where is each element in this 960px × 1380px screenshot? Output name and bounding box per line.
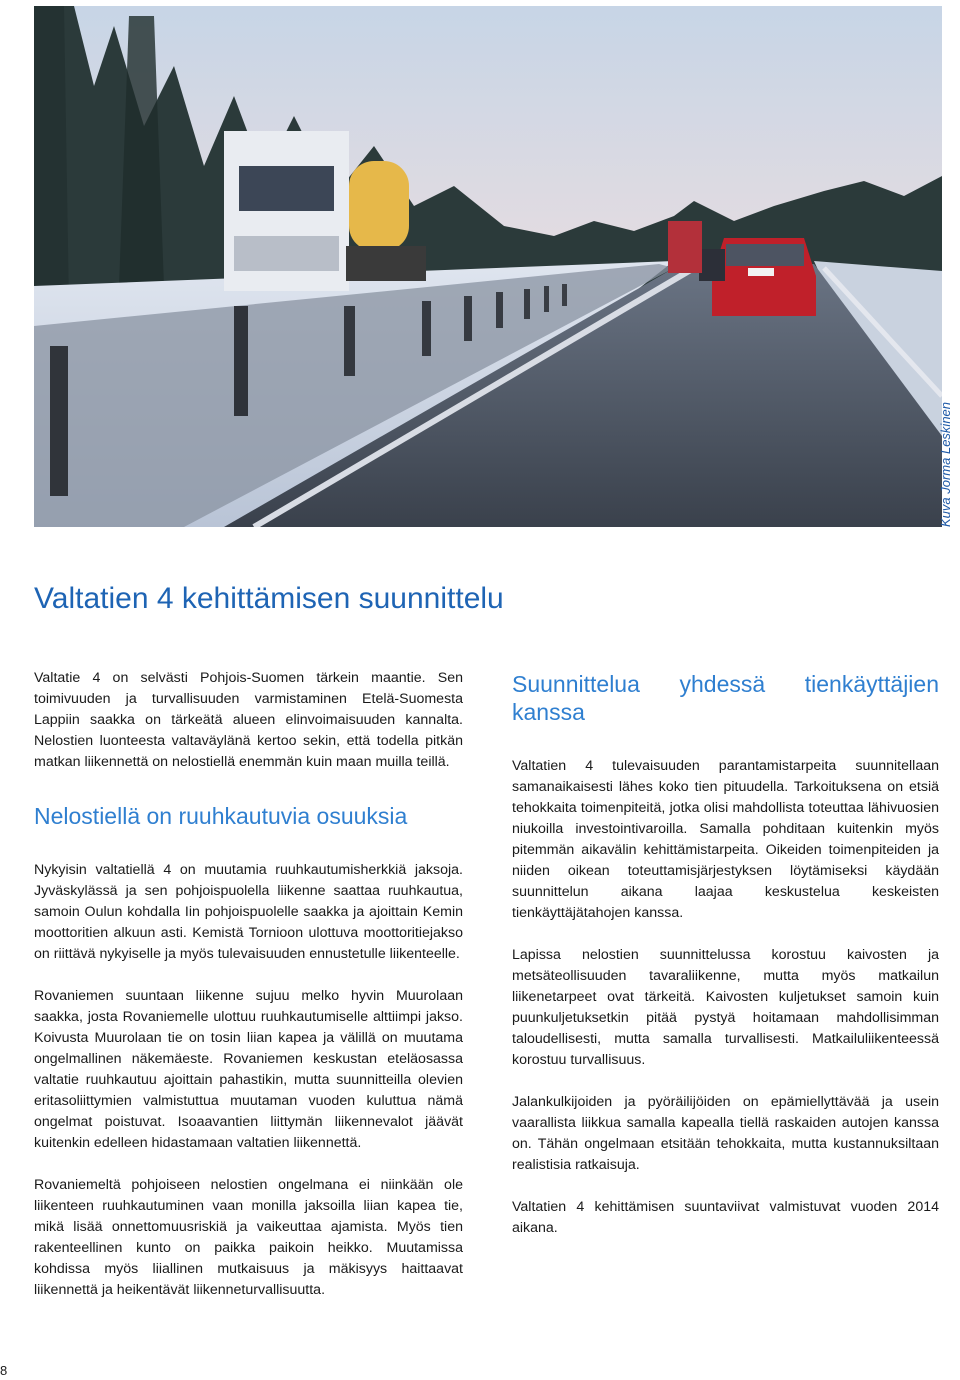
planning-paragraph-4: Valtatien 4 kehittämisen suuntaviivat valmistuvat vuoden 2014 aikana. (512, 1199, 939, 1236)
intro-paragraph: Valtatie 4 on selvästi Pohjois-Suomen tärkein maantie. Sen toimivuuden ja turvallisuuden varmistaminen Etelä-Suomesta Lappiin saakka on tärkeätä alueen elinvoimaisuuden kannalta. Nelostien luonteesta valtaväylänä kertoo sekin, että todella pitkän matkan liikennettä on nelostiellä enemmän kuin maan muilla teillä. (34, 670, 463, 770)
section-heading-planning-line1: Suunnittelua yhdessä tienkäyttäjien (512, 671, 939, 697)
photo-credit: Kuva Jorma Leskinen (938, 401, 953, 527)
section-heading-planning (512, 670, 939, 726)
planning-paragraph-3: Jalankulkijoiden ja pyöräilijöiden on epämiellyttävää ja usein vaarallista liikkua samalla kapealla tiellä raskaiden autojen kanssa on. Tähän ongelmaan etsitään tehokkaita, mutta kustannuksiltaan realistisia ratkaisuja. (512, 1094, 939, 1173)
left-column (34, 668, 463, 1301)
page-title: Valtatien 4 kehittämisen suunnittelu (34, 582, 504, 615)
winter-highway-photo (34, 6, 942, 527)
section-heading-congestion: Nelostiellä on ruuhkautuvia osuuksia (34, 803, 408, 829)
congestion-paragraph-3: Rovaniemeltä pohjoiseen nelostien ongelmana ei niinkään ole liikenteen ruuhkautuminen vaan monilla jaksoilla liian kapea tie, mikä lisää onnettomuusriskiä ja vaikeuttaa ajamista. Myös tien rakenteellinen kunto on paikka paikoin heikko. Muutamissa kohdissa myös liiallinen mutkaisuus ja mäkisyys haittaavat liikennettä ja heikentävät liikenneturvallisuutta. (34, 1177, 463, 1298)
congestion-paragraph-2: Rovaniemen suuntaan liikenne sujuu melko hyvin Muurolaan saakka, josta Rovaniemelle ulottuu ruuhkautumiselle alttiimpi jakso. Koivusta Muurolaan tie on tosin liian kapea ja välillä on muutama ongelmallinen näkemäeste. Rovaniemen keskustan eteläosassa valtatie ruuhkautuu ajoittain pahastikin, mutta suunnitteilla olevien eritasoliittymien valmistuttua muutaman vuoden kuluttua nämä ongelmat poistuvat. Isoaavantien liittymän liikennevalot jäävät kuitenkin edelleen hidastamaan valtatien liikennettä. (34, 988, 463, 1151)
congestion-paragraph-1: Nykyisin valtatiellä 4 on muutamia ruuhkautumisherkkiä jaksoja. Jyväskylässä ja sen pohjoispuolella liikenne saattaa ruuhkautua, samoin Oulun kohdalla Iin pohjoispuolelle saakka ja ajoittain Kemin moottoritien alkuun asti. Kemistä Tornioon ulottuva moottoritiejakso on riittävä nykyiselle ja myös tulevaisuuden ennustetulle liikenteelle. (34, 862, 463, 962)
page-number: 8 (0, 1363, 8, 1378)
right-column (512, 668, 939, 1239)
planning-paragraph-1: Valtatien 4 tulevaisuuden parantamistarpeita suunnitellaan samanaikaisesti lähes koko tien pituudella. Tarkoituksena on etsiä tehokkaita toimenpiteitä, jotka olisi mahdollista toteuttaa lähivuosien niukoilla investointivaroilla. Samalla pohditaan kuitenkin myös pitemmän aikavälin kehittämistarpeita. Oikeiden toimenpiteiden ja niiden oikean toteuttamisjärjestyksen löytämiseksi käydään suunnittelun aikana laajaa keskustelua keskeisten tienkäyttäjätahojen kanssa. (512, 758, 939, 921)
section-heading-planning-line2: kanssa (512, 699, 585, 725)
planning-paragraph-2: Lapissa nelostien suunnittelussa korostuu kaivosten ja metsäteollisuuden tavaraliikenne, mutta myös matkailun liikenetarpeet ovat tärkeitä. Kaivosten kuljetukset samoin kuin puunkuljetuksetkin pitää pystyä hoitamaan mahdollisimman taloudellisesti, mutta samalla turvallisesti. Matkailuliikenteessä korostuu turvallisuus. (512, 947, 939, 1068)
